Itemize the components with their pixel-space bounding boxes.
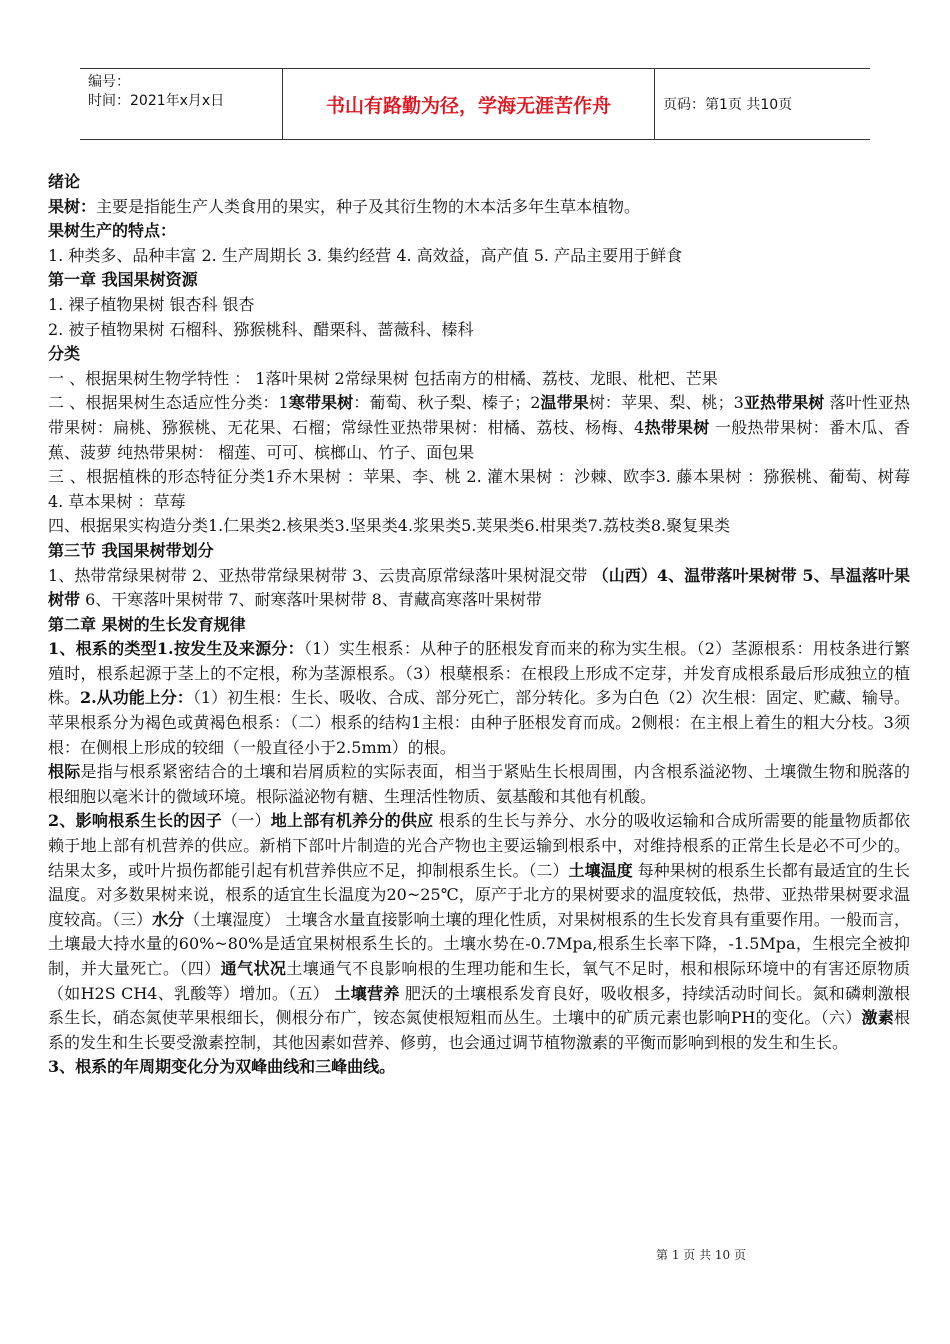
- time-label: 时间：2021年x月x日: [88, 93, 225, 109]
- bold-text-run: 第一章 我国果树资源: [48, 270, 198, 290]
- text-run: 主要是指能生产人类食用的果实，种子及其衍生物的木本活多年生草本植物。: [96, 196, 641, 216]
- text-run: （1）初生根：生长、吸收、合成、部分死亡，部分转化。多为白色（2）次生根：固定、贮藏、输导。苹果根系分为褐色或黄褐色根系：（二）根系的结构1主根：由种子胚根发育而成。2侧根：在主根上着生的粗大分枝。3须根：在侧根上形成的较细（一般直径小于2.5mm）的根。: [48, 688, 910, 757]
- text-run: 一 、根据果树生物学特性 ： 1落叶果树 2常绿果树 包括南方的柑橘、荔枝、龙眼、枇杷、芒果: [48, 368, 718, 388]
- bold-text-run: 果树：: [48, 196, 97, 216]
- paragraph: [48, 244, 910, 269]
- bold-text-run: 水分: [152, 909, 185, 929]
- paragraph: [48, 391, 910, 465]
- text-run: 三 、根据植株的形态特征分类1乔木果树 ：苹果、李、桃 2. 灌木果树 ：沙棘、欧李3. 藤本果树 ：猕猴桃、葡萄、树莓 4. 草本果树 ：草莓: [48, 467, 910, 511]
- bold-text-run: （山西）4、温带落叶果树带 5、旱温落叶果树带: [48, 565, 910, 610]
- paragraph: [48, 539, 910, 564]
- text-run: 1. 种类多、品种丰富 2. 生产周期长 3. 集约经营 4. 高效益，高产值 5. 产品主要用于鲜食: [48, 245, 683, 265]
- paragraph: [48, 1055, 910, 1080]
- paragraph: [48, 637, 910, 760]
- text-run: 1. 裸子植物果树 银杏科 银杏: [48, 294, 255, 314]
- bold-text-run: 土壤营养: [334, 983, 400, 1003]
- bold-text-run: 热带果树: [644, 417, 710, 437]
- header-page-label: 页码：第1页 共10页: [663, 97, 793, 113]
- paragraph: [48, 342, 910, 367]
- header-motto: 书山有路勤为径，学海无涯苦作舟: [283, 69, 655, 139]
- bold-text-run: 根际: [48, 762, 81, 782]
- text-run: （土壤湿度） 土壤含水量直接影响土壤的理化性质，对果树根系的生长发育具有重要作用。一般而言，土壤最大持水量的60%~80%是适宜果树根系生长的。土壤水势在-0.7Mpa,根系生长率下降，-1.5Mpa，生根完全被抑制，并大量死亡。（四）: [48, 909, 910, 978]
- bold-text-run: 分类: [48, 344, 81, 364]
- bold-text-run: 1、根系的类型1.按发生及来源分：: [48, 639, 304, 659]
- paragraph: [48, 268, 910, 293]
- text-run: 二 、根据果树生态适应性分类：1: [48, 393, 289, 413]
- text-run: ：葡萄、秋子梨、榛子；2: [353, 393, 541, 413]
- text-run: （一）: [221, 811, 271, 831]
- text-run: 土壤通气不良影响根的生理功能和生长，氧气不足时，根和根际环境中的有害还原物质（如H2S CH4、乳酸等）增加。（五）: [48, 959, 910, 1003]
- bold-text-run: 2.从功能上分：: [80, 688, 193, 708]
- paragraph: [48, 760, 910, 809]
- bold-text-run: 第三节 我国果树带划分: [48, 540, 214, 560]
- bold-text-run: 3、根系的年周期变化分为双峰曲线和三峰曲线。: [48, 1057, 396, 1077]
- header-meta: [80, 69, 283, 139]
- bold-text-run: 果树生产的特点：: [48, 221, 177, 241]
- text-run: 落叶性亚热带果树：扁桃、猕猴桃、无花果、石榴；常绿性亚热带果树：柑橘、荔枝、杨梅、4: [48, 393, 910, 437]
- bold-text-run: 绪论: [48, 172, 81, 191]
- number-label: 编号：: [88, 74, 130, 90]
- text-run: 每种果树的根系生长都有最适宜的生长温度。对多数果树来说，根系的适宜生长温度为20~25℃，原产于北方的果树要求的温度较低，热带、亚热带果树要求温度较高。（三）: [48, 860, 910, 929]
- bold-text-run: 第二章 果树的生长发育规律: [48, 614, 246, 634]
- document-body: [48, 170, 910, 1080]
- paragraph: [48, 195, 910, 220]
- text-run: 6、干寒落叶果树带 7、耐寒落叶果树带 8、青藏高寒落叶果树带: [80, 590, 542, 610]
- bold-text-run: 地上部有机养分的供应: [270, 811, 434, 831]
- paragraph: [48, 514, 910, 539]
- text-run: 1、热带常绿果树带 2、亚热带常绿果树带 3、云贵高原常绿落叶果树混交带: [48, 565, 593, 585]
- text-run: 树：苹果、梨、桃；3: [588, 393, 744, 413]
- paragraph: [48, 367, 910, 392]
- paragraph: [48, 318, 910, 343]
- text-run: 一般热带果树：番木瓜、香蕉、菠萝 纯热带果树： 榴莲、可可、槟榔山、竹子、面包果: [48, 417, 910, 462]
- text-run: 根系的生长与养分、水分的吸收运输和合成所需要的能量物质都依赖于地上部有机营养的供应。新梢下部叶片制造的光合产物也主要运输到根系中，对维持根系的正常生长是必不可少的。 结果太多，或叶片损伤都能引起有机营养供应不足，抑制根系生长。（二）: [48, 811, 910, 880]
- paragraph: [48, 219, 910, 244]
- text-run: 根系的发生和生长要受激素控制，其他因素如营养、修剪，也会通过调节植物激素的平衡而影响到根的发生和生长。: [48, 1008, 910, 1052]
- text-run: 2. 被子植物果树 石榴科、猕猴桃科、醋栗科、蔷薇科、榛科: [48, 319, 474, 339]
- bold-text-run: 激素: [861, 1008, 894, 1028]
- paragraph: [48, 564, 910, 613]
- text-run: （1）实生根系：从种子的胚根发育而来的称为实生根。（2）茎源根系：用枝条进行繁殖时，根系起源于茎上的不定根，称为茎源根系。（3）根蘖根系：在根段上形成不定芽，并发育成根系最后形成独立的植株。: [48, 639, 910, 708]
- text-run: 肥沃的土壤根系发育良好，吸收根多，持续活动时间长。氮和磷刺激根系生长，硝态氮使苹果根细长，侧根分布广，铵态氮使根短粗而丛生。土壤中的矿质元素也影响PH的变化。（六）: [48, 983, 910, 1028]
- bold-text-run: 温带果: [540, 393, 589, 413]
- paragraph: [48, 170, 910, 195]
- bold-text-run: 寒带果树: [288, 393, 354, 413]
- bold-text-run: 亚热带果树: [743, 393, 825, 413]
- paragraph: [48, 809, 910, 1055]
- text-run: 是指与根系紧密结合的土壤和岩屑质粒的实际表面，相当于紧贴生长根周围，内含根系溢泌物、土壤微生物和脱落的根细胞以毫米计的微域环境。根际溢泌物有糖、生理活性物质、氨基酸和其他有机酸。: [48, 762, 910, 806]
- bold-text-run: 2、影响根系生长的因子: [48, 811, 222, 831]
- text-run: 四、根据果实构造分类1.仁果类2.核果类3.坚果类4.浆果类5.荚果类6.柑果类7.荔枝类8.聚复果类: [48, 516, 731, 536]
- paragraph: [48, 465, 910, 514]
- page-header: [80, 68, 870, 140]
- bold-text-run: 土壤温度: [568, 860, 633, 880]
- page-footer: 第 1 页 共 10 页: [656, 1248, 746, 1262]
- paragraph: [48, 613, 910, 638]
- bold-text-run: 通气状况: [220, 959, 287, 978]
- paragraph: [48, 293, 910, 318]
